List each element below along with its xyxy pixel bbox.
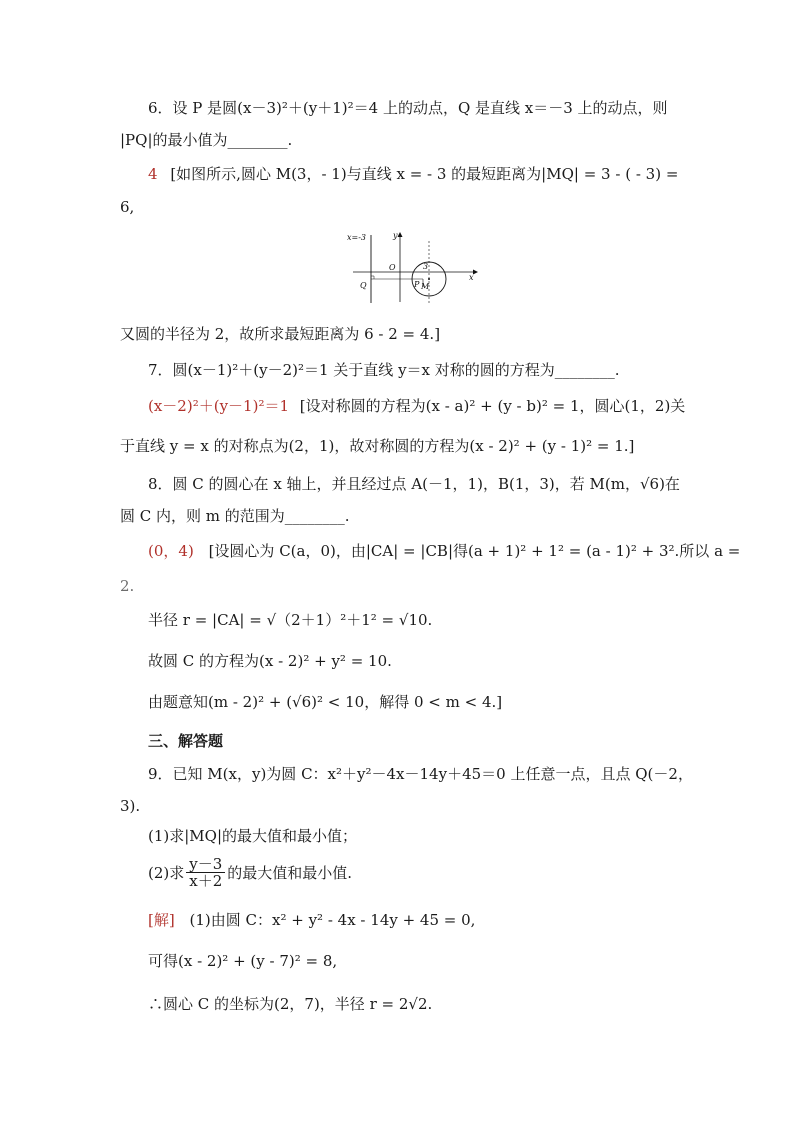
right-angle-mark [371,276,374,279]
label-P: P [414,280,420,289]
problem-6-answer-text-3: 又圆的半径为 2，故所求最短距离为 6 - 2 = 4.] [120,325,441,343]
problem-6-answer-value: 4 [148,165,158,183]
label-Q: Q [360,281,367,290]
solution-text-2: 可得(x - 2)² + (y - 7)² = 8, [148,952,338,970]
section-title: 三、解答题 [148,732,224,750]
problem-7-answer [148,396,685,416]
problem-7-answer-value: (x－2)²＋(y－1)²＝1 [148,397,289,415]
label-M: M [421,282,430,291]
problem-9-part-2 [148,856,352,889]
problem-9-line-2: 3). [120,797,141,815]
problem-6-line-2: |PQ|的最小值为________. [120,131,293,149]
problem-9-part-2-prefix: (2)求 [148,863,185,882]
problem-9-part-1: (1)求|MQ|的最大值和最小值； [148,827,358,845]
problem-8-line-2: 圆 C 内，则 m 的范围为________. [120,507,350,525]
label-y: y [393,231,398,240]
label-O: O [389,263,396,272]
y-axis-arrow [398,232,403,237]
problem-8-answer-text-3: 半径 r = |CA| = √（2＋1）²＋1² = √10. [148,611,433,629]
problem-7-line-1: 7．圆(x－1)²＋(y－2)²＝1 关于直线 y＝x 对称的圆的方程为________. [148,361,620,379]
solution-text-3: ∴圆心 C 的坐标为(2，7)，半径 r = 2√2. [148,995,433,1013]
solution-text-1: (1)由圆 C：x² + y² - 4x - 14y + 45 = 0, [189,911,476,929]
x-axis-arrow [473,270,478,275]
fraction [186,856,225,889]
problem-8-answer-text-1: [设圆心为 C(a，0)，由|CA| = |CB|得(a + 1)² + 1² = (a - 1)² + 3².所以 a = [208,542,741,560]
problem-7-answer-text-2: 于直线 y = x 的对称点为(2，1)，故对称圆的方程为(x - 2)² + (y - 1)² = 1.] [120,437,635,455]
problem-6-answer [148,164,678,184]
problem-8-answer [148,541,740,561]
problem-6-answer-text-1: [如图所示,圆心 M(3，- 1)与直线 x = - 3 的最短距离为|MQ| = 3 - ( - 3) = [170,165,679,183]
problem-9-solution [148,910,475,930]
label-x: x [469,273,474,282]
fraction-numerator: y－3 [186,856,225,873]
point-M [428,278,430,280]
fraction-denominator: x＋2 [189,872,223,890]
problem-7-answer-text-1: [设对称圆的方程为(x - a)² + (y - b)² = 1，圆心(1，2)关 [299,397,686,415]
solution-tag: [解] [148,911,175,929]
problem-8-line-1: 8．圆 C 的圆心在 x 轴上，并且经过点 A(－1，1)，B(1，3)，若 M(m，√6)在 [148,475,680,493]
circle-line-figure [345,227,480,307]
problem-8-answer-text-5: 由题意知(m - 2)² + (√6)² < 10，解得 0 < m < 4.] [148,693,503,711]
problem-9-part-2-suffix: 的最大值和最小值. [227,863,353,882]
problem-8-answer-text-4: 故圆 C 的方程为(x - 2)² + y² = 10. [148,652,392,670]
problem-6-line-1: 6．设 P 是圆(x－3)²＋(y＋1)²＝4 上的动点，Q 是直线 x＝－3 上的动点，则 [148,99,668,117]
problem-8-answer-value: (0，4) [148,542,194,560]
label-x-eq-minus-3: x=-3 [347,233,367,242]
problem-6-answer-text-2: 6, [120,198,135,216]
problem-9-line-1: 9．已知 M(x，y)为圆 C：x²＋y²－4x－14y＋45＝0 上任意一点，且点 Q(－2， [148,765,693,783]
label-3: 3 [423,262,429,271]
problem-8-answer-text-2: 2. [120,577,135,595]
